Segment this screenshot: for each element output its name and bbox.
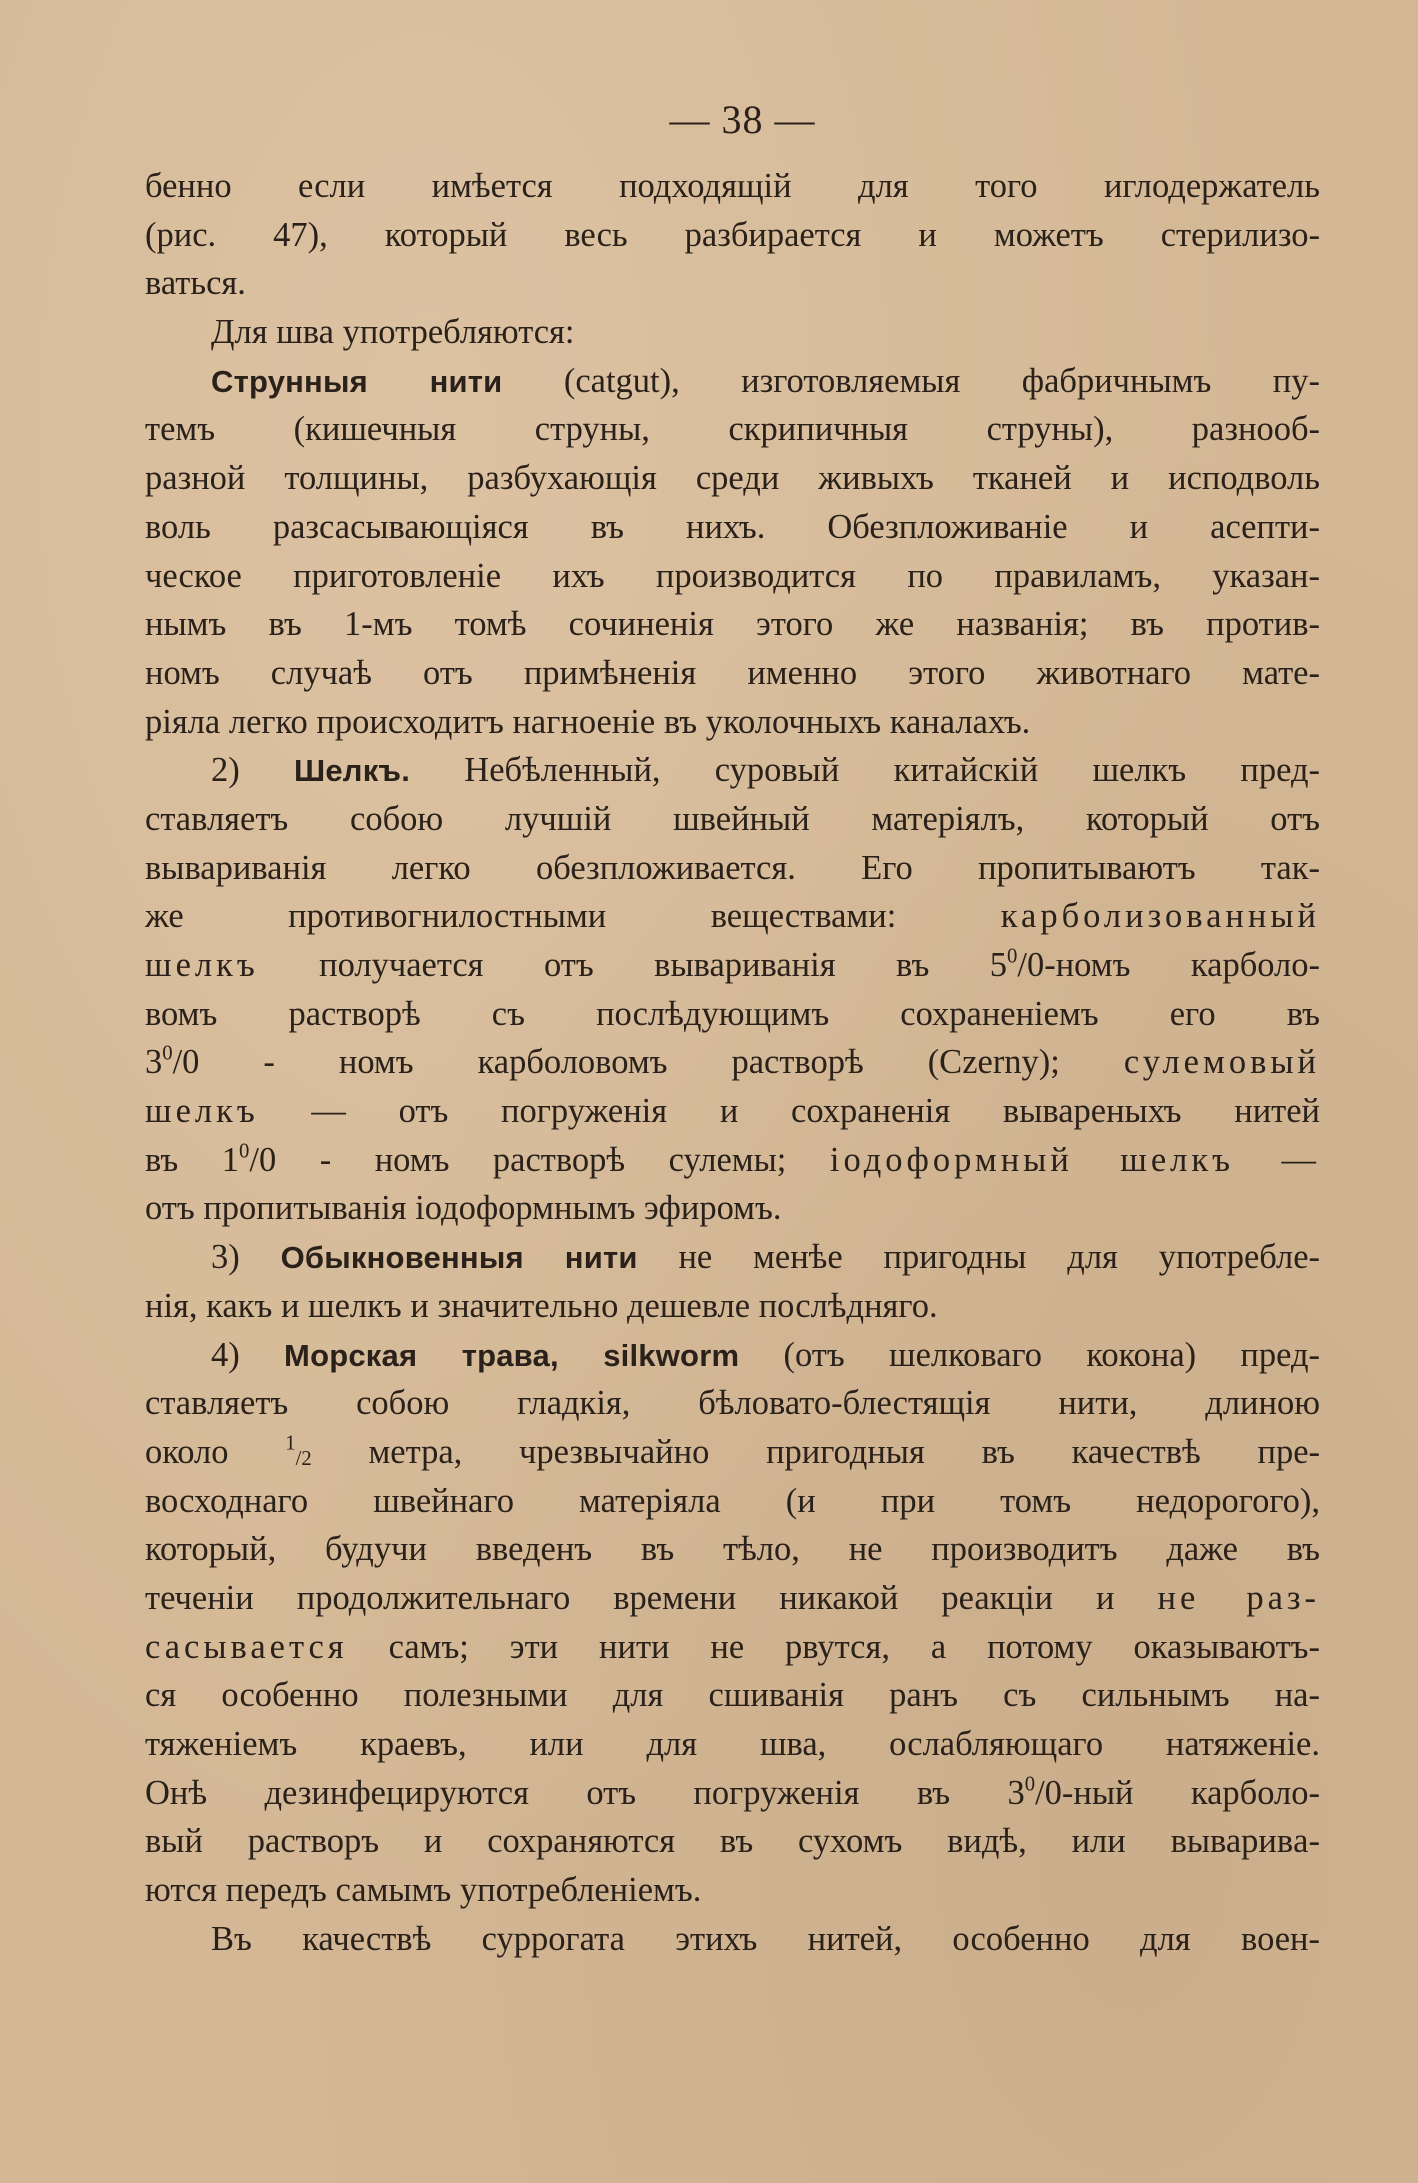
text-line <box>145 1087 1320 1136</box>
text-segment: вый растворъ и сохраняются въ сухомъ видѣ, или вываривa- <box>145 1822 1320 1861</box>
text-line <box>145 1671 1320 1720</box>
fraction-numerator: 1 <box>285 1432 296 1455</box>
spaced-text: шелкъ <box>145 946 259 984</box>
spaced-text: сасывается <box>145 1627 348 1666</box>
text-line <box>145 1915 1320 1964</box>
text-line <box>145 698 1320 747</box>
item-heading: Струнныя нити <box>211 363 503 399</box>
fraction-denominator: /2 <box>295 1447 312 1470</box>
text-segment: нія, какъ и шелкъ и значительно дешевле послѣдняго. <box>145 1286 938 1325</box>
text-segment: ставляетъ собою гладкія, бѣловато-блестящія нити, длиною <box>145 1384 1320 1423</box>
text-segment: ваться. <box>145 264 246 303</box>
text-line <box>145 1233 1320 1282</box>
text-line <box>145 844 1320 893</box>
text-segment: который, будучи введенъ въ тѣло, не производитъ даже въ <box>145 1530 1320 1569</box>
text-line <box>145 1623 1320 1672</box>
text-line <box>145 1136 1320 1185</box>
text-segment: темъ (кишечныя струны, скрипичныя струны), разнооб- <box>145 410 1320 449</box>
text-segment: /0-ный карболо- <box>1035 1773 1320 1812</box>
text-line <box>145 1817 1320 1866</box>
body-text <box>145 162 1320 1963</box>
text-segment: ставляетъ собою лучшій швейный матеріялъ, который отъ <box>145 799 1320 838</box>
superscript: 0 <box>239 1140 250 1163</box>
text-segment: тяженіемъ краевъ, или для шва, ослабляющаго натяженіе. <box>145 1725 1320 1763</box>
text-segment: около <box>145 1432 286 1471</box>
text-line <box>145 1184 1320 1233</box>
text-segment: /0-номъ карболо- <box>1017 946 1320 984</box>
text-segment: ются передъ самымъ употребленіемъ. <box>145 1871 702 1910</box>
text-line <box>145 162 1320 211</box>
item-heading: Морская трава, silkworm <box>284 1337 740 1373</box>
spaced-text: не раз- <box>1157 1578 1320 1617</box>
text-segment: (рис. 47), который весь разбирается и можетъ стерилизо- <box>145 215 1320 254</box>
superscript: 0 <box>162 1042 173 1065</box>
text-segment: (отъ шелковаго кокона) пред- <box>783 1335 1321 1374</box>
spaced-text: іодоформный шелкъ — <box>829 1140 1320 1179</box>
text-segment: /0 - номъ карболовомъ растворѣ (Czerny); <box>172 1043 1060 1082</box>
text-segment: (catgut), изготовляемыя фабричнымъ пу- <box>563 361 1320 400</box>
text-segment: же противогнилостными веществами: <box>145 897 897 936</box>
text-line <box>145 795 1320 844</box>
text-segment: отъ пропитыванія іодоформнымъ эфиромъ. <box>145 1189 782 1228</box>
text-line <box>145 1866 1320 1915</box>
item-number: 2) <box>211 751 240 790</box>
text-segment: /0 - номъ растворѣ сулемы; <box>249 1140 787 1179</box>
text-line <box>145 259 1320 308</box>
text-segment: Онѣ дезинфецируются отъ погруженія въ 3 <box>145 1773 1025 1812</box>
text-line <box>145 1331 1320 1380</box>
text-segment: номъ случаѣ отъ примѣненія именно этого животнаго мате- <box>145 653 1320 692</box>
text-segment: воль разсасывающіяся въ нихъ. Обезпложиваніе и асепти- <box>145 507 1320 546</box>
text-line <box>145 600 1320 649</box>
text-segment: получается отъ вывариванія въ 5 <box>319 946 1008 984</box>
spaced-text: карболизованный <box>1000 897 1320 936</box>
text-line <box>145 405 1320 454</box>
text-line <box>145 649 1320 698</box>
text-segment: ріяла легко происходитъ нагноеніе въ уколочныхъ каналахъ. <box>145 702 1031 741</box>
text-line <box>145 454 1320 503</box>
text-segment: ческое приготовленіе ихъ производится по правиламъ, указан- <box>145 556 1320 595</box>
text-segment: нымъ въ 1-мъ томѣ сочиненія этого же названія; въ против- <box>145 605 1320 644</box>
text-segment: бенно если имѣется подходящій для того иглодержатель <box>145 167 1320 205</box>
text-segment: вомъ растворѣ съ послѣдующимъ сохраненіемъ его въ <box>145 994 1320 1033</box>
text-line <box>145 357 1320 406</box>
text-segment: теченіи продолжительнаго времени никакой реакціи и <box>145 1578 1115 1617</box>
text-segment: Небѣленный, суровый китайскій шелкъ пред- <box>464 751 1321 790</box>
text-line <box>145 1525 1320 1574</box>
text-line <box>145 746 1320 795</box>
item-heading: Шелкъ. <box>294 753 411 789</box>
text-segment: Для шва употребляются: <box>211 313 575 352</box>
text-line <box>145 892 1320 941</box>
text-segment: самъ; эти нити не рвутся, а потому оказываютъ- <box>388 1627 1320 1666</box>
text-line <box>145 990 1320 1039</box>
text-segment: 3 <box>145 1043 163 1082</box>
text-line <box>145 1769 1320 1818</box>
superscript: 0 <box>1024 1773 1036 1796</box>
text-line <box>145 211 1320 260</box>
text-line <box>145 1379 1320 1428</box>
item-number: 3) <box>211 1238 240 1277</box>
book-page <box>145 97 1321 1963</box>
text-line <box>145 1282 1320 1331</box>
text-line <box>145 941 1320 990</box>
text-line <box>145 552 1320 601</box>
text-segment: разной толщины, разбухающія среди живыхъ тканей и исподволь <box>145 459 1320 498</box>
text-segment: вывариванія легко обезпложивается. Его пропитываютъ так- <box>145 848 1320 887</box>
text-segment: въ 1 <box>145 1140 240 1179</box>
text-segment: метра, чрезвычайно пригодныя въ качествѣ пре- <box>368 1432 1320 1471</box>
text-line <box>145 1574 1320 1623</box>
text-line <box>145 1720 1320 1769</box>
text-segment: ся особенно полезными для сшиванія ранъ съ сильнымъ на- <box>145 1676 1320 1715</box>
text-line <box>145 1428 1320 1477</box>
spaced-text: сулемовый <box>1123 1043 1321 1082</box>
text-segment: — отъ погруженія и сохраненія вывареныхъ нитей <box>311 1092 1321 1131</box>
text-segment: восходнаго швейнаго матеріяла (и при томъ недорогого), <box>145 1481 1320 1520</box>
text-line <box>145 503 1320 552</box>
text-segment: Въ качествѣ суррогата этихъ нитей, особенно для воен- <box>211 1919 1320 1958</box>
text-line <box>145 1477 1320 1526</box>
text-line <box>145 1038 1320 1087</box>
item-heading: Обыкновенныя нити <box>280 1240 638 1276</box>
page-number: — 38 — <box>669 97 816 142</box>
superscript: 0 <box>1007 945 1018 968</box>
text-segment: не менѣе пригодны для употребле- <box>678 1238 1321 1277</box>
item-number: 4) <box>211 1335 240 1374</box>
spaced-text: шелкъ <box>145 1092 259 1131</box>
text-line <box>145 308 1320 357</box>
